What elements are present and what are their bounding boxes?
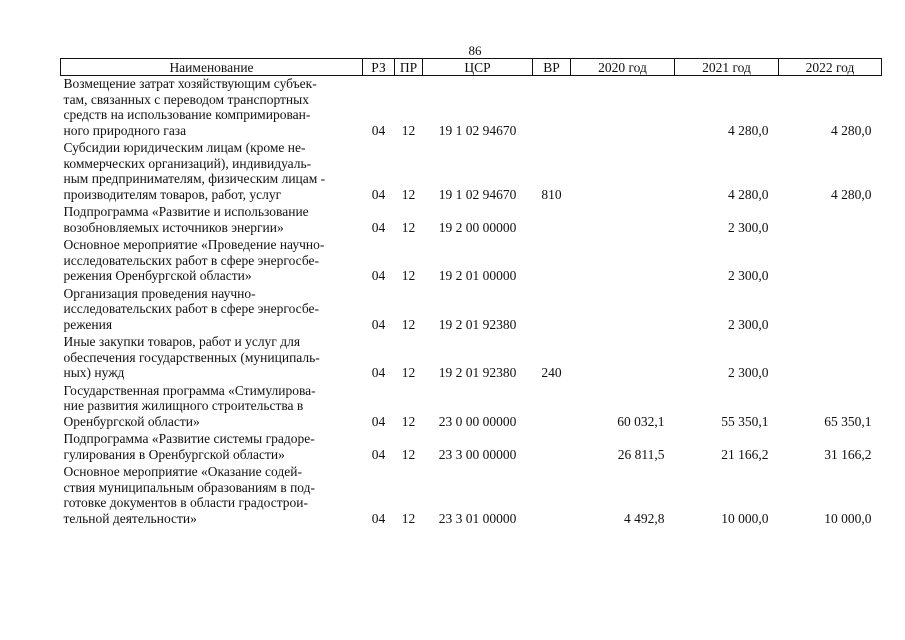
cell-y2022: 31 166,2 [824, 446, 872, 462]
cell-name: Основное мероприятие «Оказание содей- ствия муниципальным образованиям в под- готовке документов в области градострои- тельной деятельности» [63, 464, 316, 526]
cell-vr [533, 237, 571, 286]
cell-csr: 23 3 01 00000 [438, 510, 517, 526]
cell-name: Государственная программа «Стимулирова- ние развития жилищного строительства в Оренбургской области» [63, 382, 316, 429]
cell-name: Подпрограмма «Развитие и использование возобновляемых источников энергии» [63, 204, 309, 235]
cell-csr: 19 2 01 00000 [438, 268, 517, 283]
cell-csr: 23 3 00 00000 [438, 446, 517, 462]
header-csr: ЦСР [423, 59, 533, 76]
cell-csr: 19 2 01 92380 [438, 316, 517, 332]
cell-vr [533, 431, 571, 464]
cell-name: Иные закупки товаров, работ и услуг для обеспечения государственных (муниципаль- ных) нужд [63, 334, 320, 380]
cell-csr: 19 2 00 00000 [438, 219, 517, 235]
cell-y2022 [779, 237, 882, 286]
cell-pr: 12 [401, 186, 416, 202]
cell-rz: 04 [371, 413, 386, 429]
cell-name: Организация проведения научно- исследовательских работ в сфере энергосбе- режения [63, 285, 320, 332]
header-pr: ПР [395, 59, 423, 76]
cell-y2020: 26 811,5 [617, 446, 665, 462]
cell-y2022: 4 280,0 [831, 122, 872, 138]
table-row [61, 334, 882, 383]
cell-pr: 12 [401, 446, 416, 462]
table-row [61, 140, 882, 204]
cell-y2020 [571, 334, 675, 383]
table-row [61, 383, 882, 432]
cell-name: Возмещение затрат хозяйствующим субъек- там, связанных с переводом транспортных средств на использование компримирован- ного природного газа [63, 76, 317, 138]
cell-pr: 12 [401, 413, 416, 429]
cell-y2021: 55 350,1 [721, 413, 769, 429]
cell-y2022 [779, 204, 882, 237]
cell-vr [533, 204, 571, 237]
cell-pr: 12 [401, 122, 416, 138]
cell-y2022: 65 350,1 [824, 413, 872, 429]
cell-pr: 12 [401, 219, 416, 235]
cell-y2020 [571, 286, 675, 335]
cell-y2021: 2 300,0 [728, 268, 769, 283]
cell-vr: 240 [541, 365, 562, 380]
cell-y2021: 10 000,0 [721, 510, 769, 526]
cell-y2020 [571, 140, 675, 204]
cell-name: Субсидии юридическим лицам (кроме не- коммерческих организаций), индивидуаль- ным предпринимателям, физическим лицам - производителям товаров, работ, услуг [63, 140, 326, 202]
cell-csr: 19 1 02 94670 [438, 186, 517, 202]
cell-y2021: 2 300,0 [728, 219, 769, 235]
cell-rz: 04 [371, 316, 386, 332]
cell-y2022 [779, 286, 882, 335]
cell-name: Подпрограмма «Развитие системы градоре- гулирования в Оренбургской области» [63, 431, 315, 462]
cell-csr: 19 1 02 94670 [438, 122, 517, 138]
cell-rz: 04 [371, 510, 386, 526]
header-name: Наименование [61, 59, 363, 76]
cell-y2021: 4 280,0 [728, 186, 769, 202]
cell-rz: 04 [371, 186, 386, 202]
cell-y2021: 4 280,0 [728, 122, 769, 138]
cell-y2020 [571, 76, 675, 141]
cell-vr: 810 [541, 186, 562, 202]
cell-csr: 19 2 01 92380 [438, 365, 517, 380]
table-row [61, 237, 882, 286]
header-2020: 2020 год [571, 59, 675, 76]
cell-y2020: 4 492,8 [624, 510, 665, 526]
page-number: 86 [468, 43, 482, 58]
table-row [61, 286, 882, 335]
cell-rz: 04 [371, 365, 386, 380]
cell-pr: 12 [401, 316, 416, 332]
cell-y2022: 10 000,0 [824, 510, 872, 526]
cell-rz: 04 [371, 268, 386, 283]
cell-pr: 12 [401, 510, 416, 526]
budget-table [60, 58, 882, 528]
header-vr: ВР [533, 59, 571, 76]
cell-y2020 [571, 237, 675, 286]
cell-y2022: 4 280,0 [831, 186, 872, 202]
header-2022: 2022 год [779, 59, 882, 76]
cell-rz: 04 [371, 219, 386, 235]
cell-y2021: 21 166,2 [721, 446, 769, 462]
cell-rz: 04 [371, 122, 386, 138]
table-row [61, 464, 882, 528]
header-rz: РЗ [363, 59, 395, 76]
cell-y2021: 2 300,0 [728, 365, 769, 380]
cell-pr: 12 [401, 365, 416, 380]
table-row [61, 76, 882, 141]
cell-y2022 [779, 334, 882, 383]
cell-vr [533, 76, 571, 141]
cell-vr [533, 464, 571, 528]
cell-vr [533, 286, 571, 335]
cell-y2020 [571, 204, 675, 237]
cell-vr [533, 383, 571, 432]
cell-y2020: 60 032,1 [617, 413, 665, 429]
header-2021: 2021 год [675, 59, 779, 76]
cell-rz: 04 [371, 446, 386, 462]
cell-y2021: 2 300,0 [728, 316, 769, 332]
header-row [61, 59, 882, 76]
cell-pr: 12 [401, 268, 416, 283]
cell-name: Основное мероприятие «Проведение научно- исследовательских работ в сфере энергосбе- режения Оренбургской области» [63, 237, 325, 283]
table-row [61, 431, 882, 464]
table-row [61, 204, 882, 237]
cell-csr: 23 0 00 00000 [438, 413, 517, 429]
